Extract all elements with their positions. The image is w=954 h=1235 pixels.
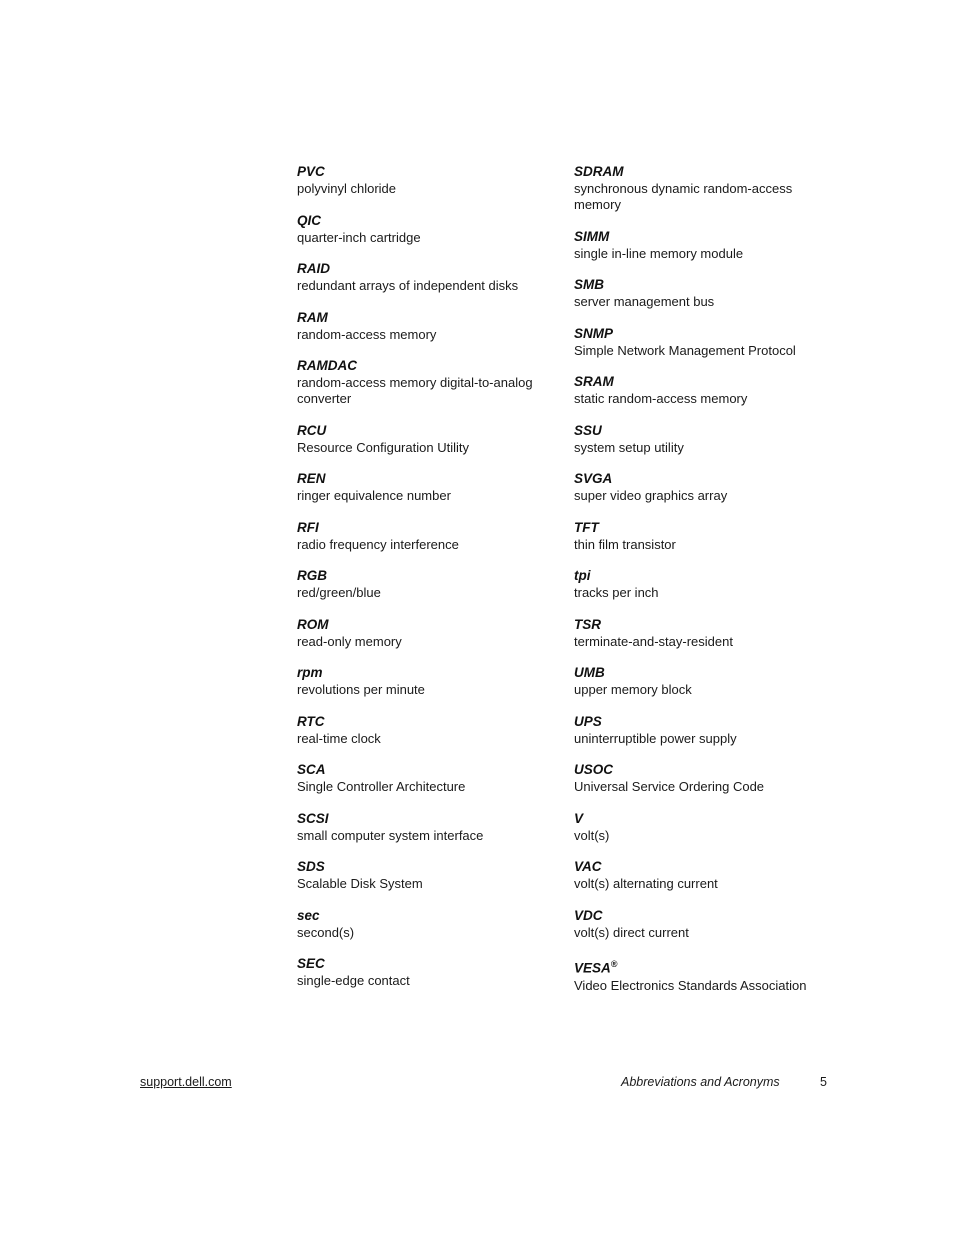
glossary-entry bbox=[574, 567, 836, 601]
glossary-term-text: RAID bbox=[297, 261, 330, 276]
glossary-definition: terminate-and-stay-resident bbox=[574, 633, 733, 649]
glossary-entry bbox=[574, 228, 836, 262]
glossary-term bbox=[574, 664, 836, 682]
glossary-definition: single-edge contact bbox=[297, 973, 410, 988]
glossary-column-right bbox=[574, 163, 836, 1008]
support-link[interactable]: support.dell.com bbox=[140, 1075, 232, 1089]
glossary-term-text: ROM bbox=[297, 616, 329, 632]
glossary-term bbox=[574, 276, 836, 294]
glossary-entry bbox=[574, 276, 836, 310]
glossary-definition: thin film transistor bbox=[574, 536, 676, 552]
glossary-term-text: SEC bbox=[297, 956, 325, 971]
glossary-term bbox=[574, 907, 836, 925]
glossary-entry bbox=[297, 470, 559, 504]
glossary-entry bbox=[574, 163, 836, 213]
glossary-term-text: SDS bbox=[297, 859, 325, 874]
glossary-definition: random-access memory digital-to-analog converter bbox=[297, 375, 533, 406]
glossary-definition: revolutions per minute bbox=[297, 682, 425, 697]
glossary-term bbox=[297, 713, 559, 731]
glossary-term-text: SNMP bbox=[574, 325, 614, 341]
glossary-entry bbox=[297, 260, 559, 294]
glossary-term bbox=[574, 567, 836, 585]
glossary-term-text: RAMDAC bbox=[297, 358, 357, 373]
glossary-term-text: RGB bbox=[297, 568, 327, 583]
glossary-entry bbox=[574, 713, 836, 747]
glossary-term bbox=[574, 810, 836, 828]
glossary-term-text: REN bbox=[297, 471, 326, 486]
glossary-definition: random-access memory bbox=[297, 326, 437, 342]
glossary-definition: volt(s) bbox=[574, 827, 610, 843]
glossary-definition: single in-line memory module bbox=[574, 245, 744, 261]
glossary-term-text: rpm bbox=[297, 665, 323, 680]
glossary-entry bbox=[574, 616, 836, 650]
glossary-term bbox=[574, 713, 836, 731]
glossary-definition: Simple Network Management Protocol bbox=[574, 342, 796, 358]
glossary-entry bbox=[574, 664, 836, 698]
glossary-entry bbox=[574, 858, 836, 892]
glossary-term-text: SSU bbox=[574, 422, 602, 438]
glossary-term bbox=[574, 955, 836, 978]
glossary-term-text: UMB bbox=[574, 665, 605, 680]
glossary-definition: system setup utility bbox=[574, 439, 684, 455]
glossary-entry bbox=[297, 309, 559, 343]
glossary-term bbox=[297, 519, 559, 537]
glossary-term bbox=[574, 616, 836, 634]
glossary-term bbox=[297, 616, 559, 634]
glossary-entry bbox=[297, 422, 559, 456]
glossary-term bbox=[297, 309, 559, 327]
glossary-term-text: sec bbox=[297, 907, 320, 923]
glossary-definition: static random-access memory bbox=[574, 391, 748, 406]
glossary-term bbox=[297, 212, 559, 230]
glossary-term bbox=[574, 519, 836, 537]
glossary-term-text: VAC bbox=[574, 859, 602, 874]
glossary-term bbox=[297, 163, 559, 181]
glossary-term-text: VDC bbox=[574, 907, 603, 923]
glossary-definition: volt(s) alternating current bbox=[574, 876, 718, 891]
glossary-term-text: USOC bbox=[574, 762, 614, 777]
glossary-definition: uninterruptible power supply bbox=[574, 730, 737, 746]
glossary-entry bbox=[297, 567, 559, 601]
glossary-definition: radio frequency interference bbox=[297, 536, 459, 552]
glossary-term bbox=[574, 373, 836, 391]
glossary-term-text: SMB bbox=[574, 277, 604, 292]
glossary-term-text: TFT bbox=[574, 519, 599, 535]
glossary-definition: upper memory block bbox=[574, 682, 692, 697]
glossary-column-left bbox=[297, 163, 559, 1004]
glossary-term-text: TSR bbox=[574, 616, 601, 632]
glossary-definition: Resource Configuration Utility bbox=[297, 439, 469, 455]
glossary-entry bbox=[297, 163, 559, 197]
glossary-definition: super video graphics array bbox=[574, 488, 728, 503]
glossary-term bbox=[297, 810, 559, 828]
glossary-definition: small computer system interface bbox=[297, 827, 484, 843]
glossary-term bbox=[574, 163, 836, 181]
glossary-term-text: VESA bbox=[574, 960, 611, 976]
glossary-term bbox=[297, 955, 559, 973]
registered-mark: ® bbox=[610, 959, 618, 969]
glossary-term bbox=[574, 422, 836, 440]
glossary-definition: second(s) bbox=[297, 924, 355, 940]
glossary-term-text: V bbox=[574, 810, 584, 826]
glossary-definition: Video Electronics Standards Association bbox=[574, 977, 807, 993]
glossary-entry bbox=[297, 955, 559, 989]
glossary-entry bbox=[574, 470, 836, 504]
glossary-term-text: RTC bbox=[297, 713, 325, 729]
glossary-definition: read-only memory bbox=[297, 633, 402, 649]
glossary-definition: Universal Service Ordering Code bbox=[574, 779, 765, 794]
glossary-entry bbox=[574, 907, 836, 941]
glossary-term bbox=[574, 325, 836, 343]
glossary-definition: Single Controller Architecture bbox=[297, 779, 466, 794]
glossary-entry bbox=[574, 955, 836, 994]
glossary-entry bbox=[297, 761, 559, 795]
glossary-term-text: SCA bbox=[297, 762, 326, 777]
glossary-term-text: tpi bbox=[574, 568, 591, 583]
glossary-term bbox=[574, 470, 836, 488]
glossary-term bbox=[574, 858, 836, 876]
glossary-term bbox=[297, 761, 559, 779]
glossary-term-text: RAM bbox=[297, 309, 328, 325]
glossary-term bbox=[297, 567, 559, 585]
glossary-entry bbox=[574, 422, 836, 456]
footer-section-title: Abbreviations and Acronyms bbox=[621, 1075, 780, 1089]
glossary-entry bbox=[574, 761, 836, 795]
glossary-term bbox=[297, 422, 559, 440]
glossary-term-text: SVGA bbox=[574, 471, 613, 486]
glossary-entry bbox=[297, 858, 559, 892]
glossary-entry bbox=[297, 212, 559, 246]
glossary-term bbox=[297, 858, 559, 876]
glossary-term-text: QIC bbox=[297, 212, 322, 228]
glossary-term bbox=[297, 357, 559, 375]
glossary-term bbox=[574, 228, 836, 246]
glossary-term-text: UPS bbox=[574, 713, 602, 729]
glossary-definition: Scalable Disk System bbox=[297, 876, 423, 891]
glossary-definition: red/green/blue bbox=[297, 585, 381, 600]
glossary-term-text: SDRAM bbox=[574, 164, 624, 179]
glossary-term-text: SCSI bbox=[297, 810, 329, 826]
glossary-term bbox=[297, 664, 559, 682]
glossary-term-text: SIMM bbox=[574, 228, 610, 244]
glossary-entry bbox=[574, 519, 836, 553]
glossary-entry bbox=[297, 616, 559, 650]
glossary-term bbox=[297, 470, 559, 488]
glossary-entry bbox=[297, 519, 559, 553]
glossary-term bbox=[297, 260, 559, 278]
glossary-term bbox=[574, 761, 836, 779]
glossary-definition: quarter-inch cartridge bbox=[297, 229, 421, 245]
glossary-entry bbox=[297, 664, 559, 698]
glossary-entry bbox=[574, 325, 836, 359]
glossary-definition: server management bus bbox=[574, 294, 715, 309]
glossary-term-text: RFI bbox=[297, 519, 319, 535]
glossary-entry bbox=[297, 907, 559, 941]
glossary-entry bbox=[297, 713, 559, 747]
glossary-definition: synchronous dynamic random-access memory bbox=[574, 181, 793, 212]
glossary-definition: real-time clock bbox=[297, 730, 381, 746]
glossary-entry bbox=[574, 373, 836, 407]
glossary-definition: volt(s) direct current bbox=[574, 924, 689, 940]
glossary-term-text: RCU bbox=[297, 422, 327, 438]
glossary-definition: redundant arrays of independent disks bbox=[297, 278, 519, 293]
glossary-entry bbox=[297, 810, 559, 844]
glossary-term-text: SRAM bbox=[574, 374, 614, 389]
glossary-definition: tracks per inch bbox=[574, 585, 659, 600]
page-number: 5 bbox=[820, 1075, 827, 1089]
glossary-entry bbox=[297, 357, 559, 407]
glossary-definition: polyvinyl chloride bbox=[297, 181, 396, 196]
glossary-definition: ringer equivalence number bbox=[297, 488, 451, 503]
glossary-term bbox=[297, 907, 559, 925]
glossary-entry bbox=[574, 810, 836, 844]
glossary-term-text: PVC bbox=[297, 164, 325, 179]
